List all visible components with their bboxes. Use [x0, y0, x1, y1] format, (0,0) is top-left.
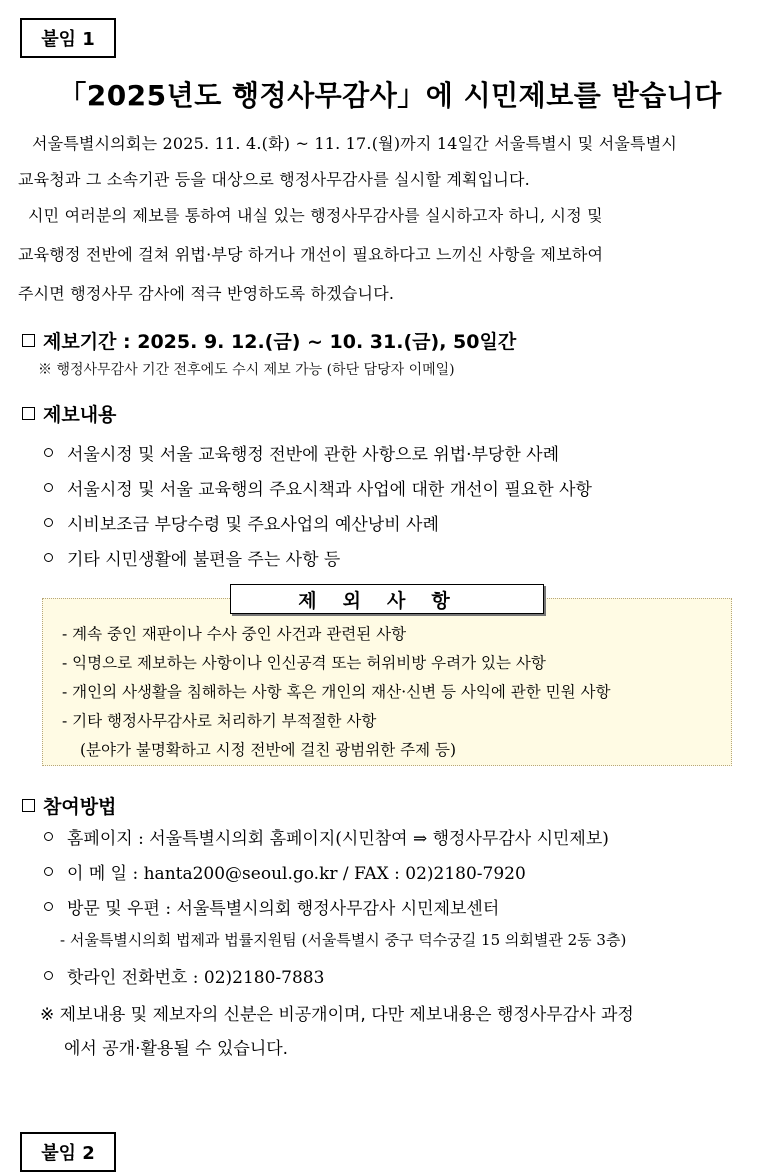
content-item-1-text: 서울시정 및 서울 교육행정 전반에 관한 사항으로 위법·부당한 사례 — [67, 445, 560, 465]
participation-email — [44, 859, 526, 884]
circle-bullet-icon — [44, 971, 53, 980]
participation-visit — [44, 894, 499, 919]
intro-line-5: 주시면 행정사무 감사에 적극 반영하도록 하겠습니다. — [18, 284, 395, 303]
exclusion-item-2: - 익명으로 제보하는 사항이나 인신공격 또는 허위비방 우려가 있는 사항 — [62, 654, 546, 672]
participation-heading-text: 참여방법 — [43, 796, 117, 818]
content-item-3-text: 시비보조금 부당수령 및 주요사업의 예산낭비 사례 — [67, 515, 439, 535]
circle-bullet-icon — [44, 832, 53, 841]
circle-bullet-icon — [44, 902, 53, 911]
checkbox-square-icon — [22, 799, 35, 812]
participation-address: - 서울특별시의회 법제과 법률지원팀 (서울특별시 중구 덕수궁길 15 의회별관 2동 3층) — [60, 931, 627, 949]
page-title: 「2025년도 행정사무감사」에 시민제보를 받습니다 — [58, 79, 722, 112]
content-item-2-text: 서울시정 및 서울 교육행의 주요시책과 사업에 대한 개선이 필요한 사항 — [67, 480, 592, 500]
exclusion-item-5: (분야가 불명확하고 시정 전반에 걸친 광범위한 주제 등) — [80, 741, 456, 759]
circle-bullet-icon — [44, 483, 53, 492]
intro-line-3: 시민 여러분의 제보를 통하여 내실 있는 행정사무감사를 실시하고자 하니, 시정 및 — [28, 206, 603, 225]
attachment-label-top — [20, 18, 116, 58]
intro-line-4: 교육행정 전반에 걸쳐 위법·부당 하거나 개선이 필요하다고 느끼신 사항을 제보하여 — [18, 245, 604, 264]
participation-hotline — [44, 963, 324, 988]
circle-bullet-icon — [44, 553, 53, 562]
final-note-line-2: 에서 공개·활용될 수 있습니다. — [64, 1039, 289, 1059]
exclusion-item-3: - 개인의 사생활을 침해하는 사항 혹은 개인의 재산·신변 등 사익에 관한 민원 사항 — [62, 683, 611, 701]
content-heading — [22, 400, 116, 427]
intro-line-1: 서울특별시의회는 2025. 11. 4.(화) ~ 11. 17.(월)까지 14일간 서울특별시 및 서울특별시 — [32, 134, 678, 153]
period-note: ※ 행정사무감사 기간 전후에도 수시 제보 가능 (하단 담당자 이메일) — [38, 362, 455, 378]
participation-hotline-text: 핫라인 전화번호 : 02)2180-7883 — [67, 968, 325, 988]
content-item-4-text: 기타 시민생활에 불편을 주는 사항 등 — [67, 550, 341, 570]
exclusions-title: 제외사항 — [230, 584, 544, 614]
checkbox-square-icon — [22, 334, 35, 347]
attachment-label-bottom — [20, 1132, 116, 1172]
participation-homepage-text: 홈페이지 : 서울특별시의회 홈페이지(시민참여 ⇒ 행정사무감사 시민제보) — [67, 829, 609, 849]
period-heading-text: 제보기간 : 2025. 9. 12.(금) ~ 10. 31.(금), 50일간 — [43, 331, 517, 353]
content-item-1 — [44, 440, 559, 465]
circle-bullet-icon — [44, 518, 53, 527]
circle-bullet-icon — [44, 867, 53, 876]
content-item-2 — [44, 475, 592, 500]
final-note-line-1: ※ 제보내용 및 제보자의 신분은 비공개이며, 다만 제보내용은 행정사무감사 과정 — [40, 1005, 634, 1025]
participation-email-text: 이 메 일 : hanta200@seoul.go.kr / FAX : 02)2180-7920 — [67, 864, 526, 884]
exclusion-item-4: - 기타 행정사무감사로 처리하기 부적절한 사항 — [62, 712, 377, 730]
participation-homepage — [44, 824, 609, 849]
participation-visit-text: 방문 및 우편 : 서울특별시의회 행정사무감사 시민제보센터 — [67, 899, 500, 919]
content-heading-text: 제보내용 — [43, 404, 117, 426]
attachment-label-bottom-text: 붙임 2 — [41, 1143, 95, 1164]
intro-line-2: 교육청과 그 소속기관 등을 대상으로 행정사무감사를 실시할 계획입니다. — [18, 170, 530, 189]
content-item-4 — [44, 545, 340, 570]
checkbox-square-icon — [22, 407, 35, 420]
period-heading — [22, 327, 516, 354]
attachment-label-top-text: 붙임 1 — [41, 29, 95, 50]
circle-bullet-icon — [44, 448, 53, 457]
content-item-3 — [44, 510, 439, 535]
exclusion-item-1: - 계속 중인 재판이나 수사 중인 사건과 관련된 사항 — [62, 625, 407, 643]
participation-heading — [22, 792, 116, 819]
